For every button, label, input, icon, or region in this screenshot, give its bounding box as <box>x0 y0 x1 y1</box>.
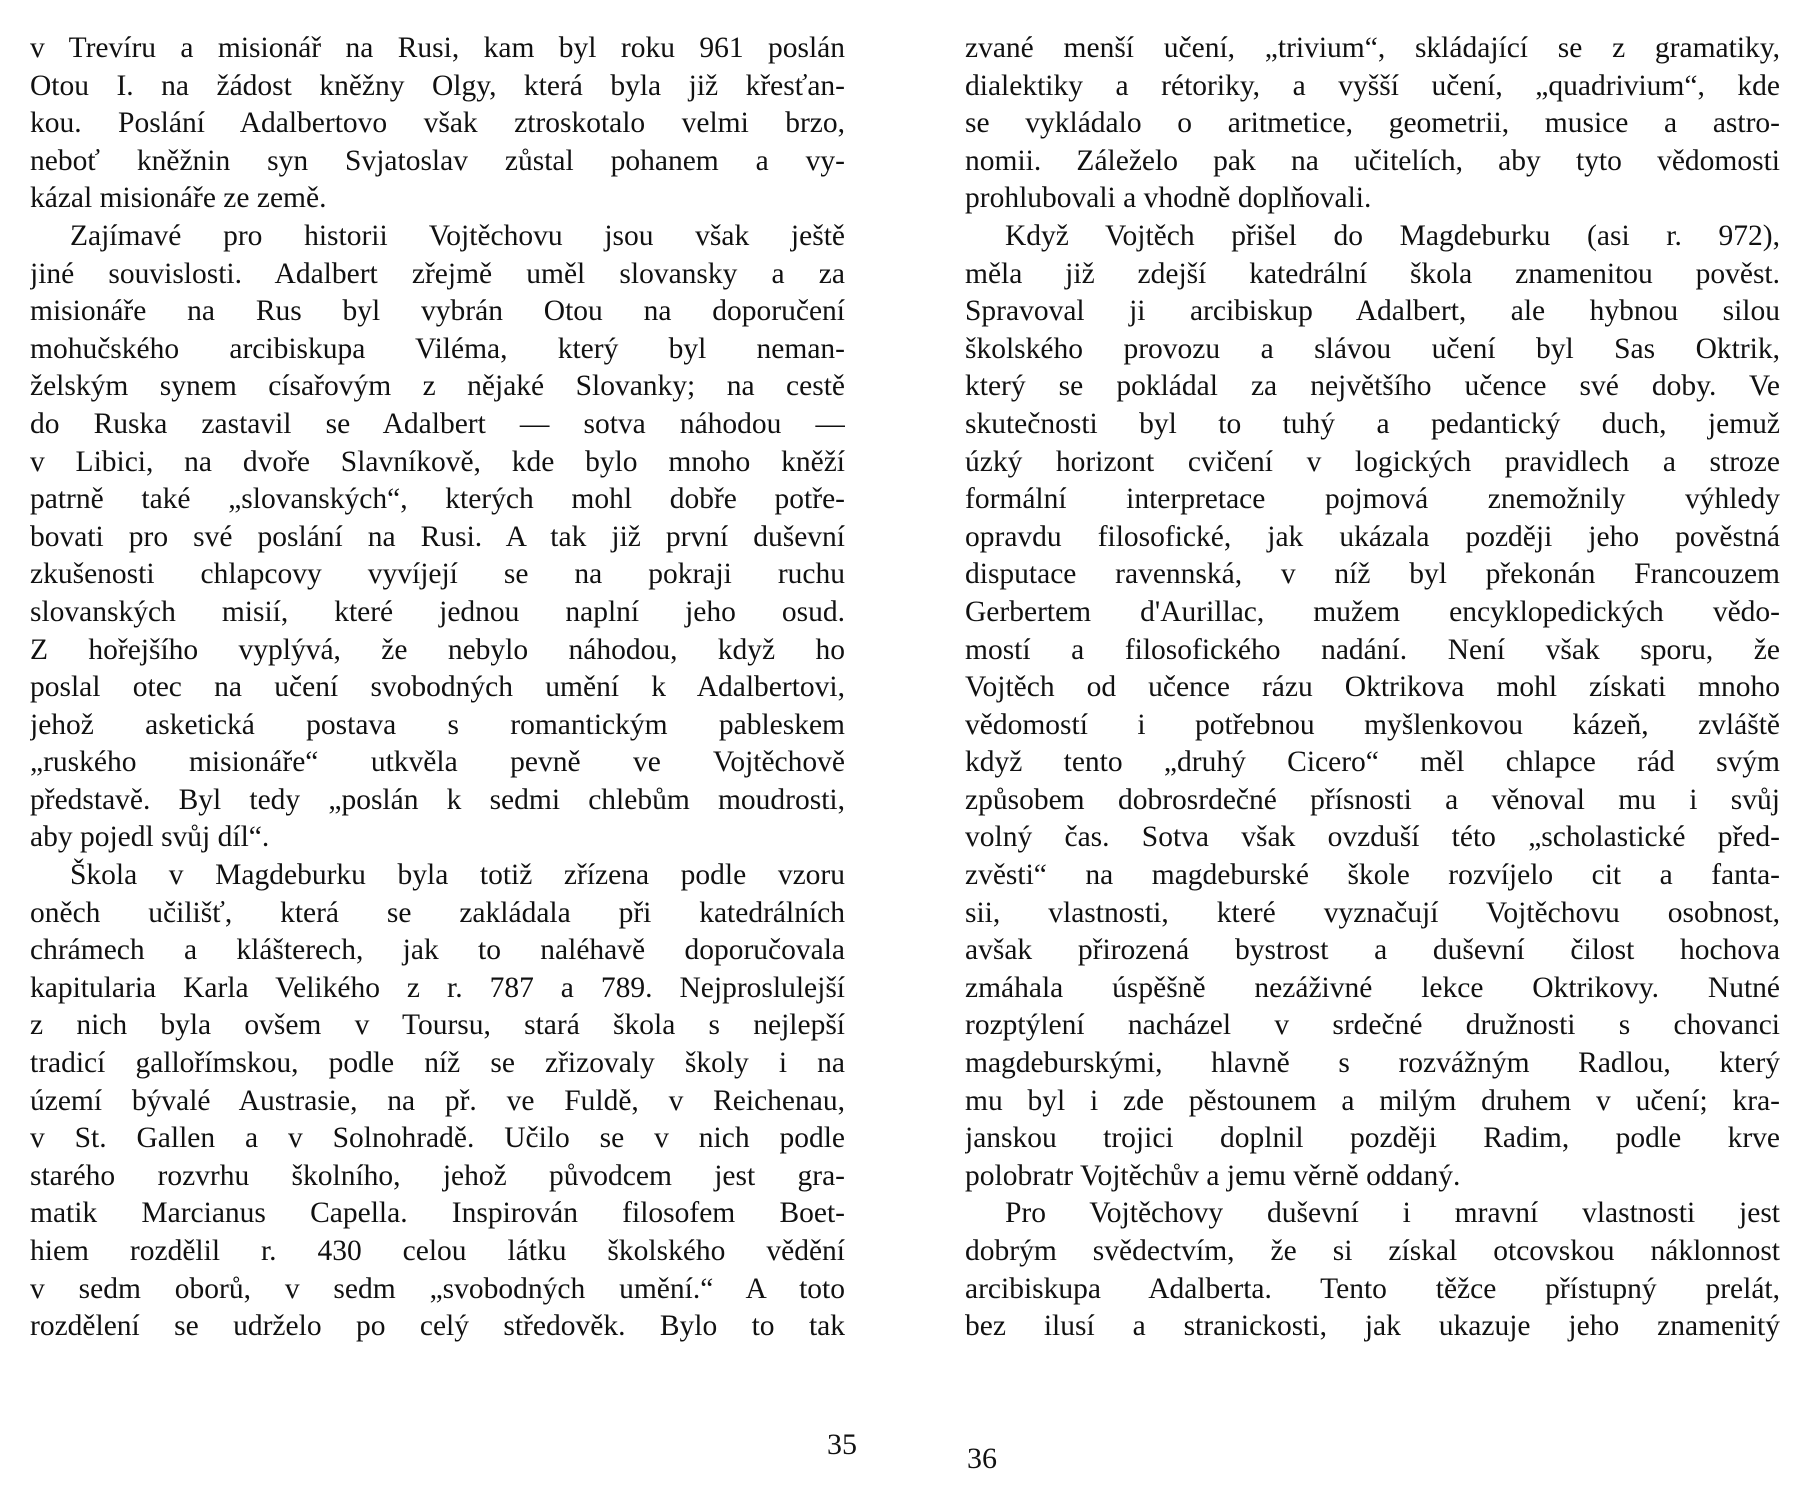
text-line: v Libici, na dvoře Slavníkově, kde bylo mnoho kněží <box>30 445 845 478</box>
text-line: chrámech a klášterech, jak to naléhavě doporučovala <box>30 934 845 967</box>
text-line: jiné souvislosti. Adalbert zřejmě uměl slovansky a za <box>30 257 845 290</box>
text-line: volný čas. Sotva však ovzduší této „scholastické před- <box>965 821 1780 854</box>
text-line: kapitularia Karla Velikého z r. 787 a 789. Nejproslulejší <box>30 971 845 1004</box>
right-page-text <box>965 30 1780 1346</box>
text-line: starého rozvrhu školního, jehož původcem jest gra- <box>30 1159 845 1192</box>
text-line: patrně také „slovanských“, kterých mohl dobře potře- <box>30 483 845 516</box>
left-page-text <box>30 30 845 1346</box>
text-line: matik Marcianus Capella. Inspirován filosofem Boet- <box>30 1197 845 1230</box>
text-line: do Ruska zastavil se Adalbert — sotva náhodou — <box>30 407 845 440</box>
text-line: úzký horizont cvičení v logických pravidlech a stroze <box>965 445 1780 478</box>
right-page-number: 36 <box>967 1442 997 1475</box>
text-line: Spravoval ji arcibiskup Adalbert, ale hybnou silou <box>965 295 1780 328</box>
text-line: mu byl i zde pěstounem a milým druhem v učení; kra- <box>965 1084 1780 1117</box>
text-line: způsobem dobrosrdečné přísnosti a věnoval mu i svůj <box>965 783 1780 816</box>
left-page-number: 35 <box>827 1428 857 1461</box>
text-line: formální interpretace pojmová znemožnily výhledy <box>965 483 1780 516</box>
text-line: zmáhala úspěšně nezáživné lekce Oktrikovy. Nutné <box>965 971 1780 1004</box>
text-line: Škola v Magdeburku byla totiž zřízena podle vzoru <box>70 859 845 892</box>
text-line: mohučského arcibiskupa Viléma, který byl neman- <box>30 332 845 365</box>
text-line: želským synem císařovým z nějaké Slovanky; na cestě <box>30 370 845 403</box>
text-line: měla již zdejší katedrální škola znamenitou pověst. <box>965 257 1780 290</box>
text-line: misionáře na Rus byl vybrán Otou na doporučení <box>30 295 845 328</box>
text-line: bovati pro své poslání na Rusi. A tak již první duševní <box>30 520 845 553</box>
text-line: zvané menší učení, „trivium“, skládající se z gramatiky, <box>965 32 1780 64</box>
text-line: dobrým svědectvím, že si získal otcovskou náklonnost <box>965 1235 1780 1267</box>
text-line: oněch učilišť, která se zakládala při katedrálních <box>30 896 845 929</box>
text-line: neboť kněžnin syn Svjatoslav zůstal pohanem a vy- <box>30 144 845 177</box>
text-line: v Trevíru a misionář na Rusi, kam byl roku 961 poslán <box>30 32 845 64</box>
text-line: se vykládalo o aritmetice, geometrii, musice a astro- <box>965 107 1780 140</box>
text-line: poslal otec na učení svobodných umění k Adalbertovi, <box>30 671 845 704</box>
text-line: představě. Byl tedy „poslán k sedmi chlebům moudrosti, <box>30 783 845 816</box>
text-line: Otou I. na žádost kněžny Olgy, která byla již křesťan- <box>30 69 845 102</box>
text-line: kázal misionáře ze země. <box>30 182 327 215</box>
text-line: prohlubovali a vhodně doplňovali. <box>965 182 1372 215</box>
text-line: v sedm oborů, v sedm „svobodných umění.“ A toto <box>30 1272 845 1305</box>
text-line: polobratr Vojtěchův a jemu věrně oddaný. <box>965 1159 1461 1192</box>
text-line: území bývalé Austrasie, na př. ve Fuldě, v Reichenau, <box>30 1084 845 1117</box>
text-line: skutečnosti byl to tuhý a pedantický duch, jemuž <box>965 407 1780 440</box>
text-line: „ruského misionáře“ utkvěla pevně ve Vojtěchově <box>30 746 845 779</box>
text-line: hiem rozdělil r. 430 celou látku školského vědění <box>30 1235 845 1267</box>
text-line: opravdu filosofické, jak ukázala později jeho pověstná <box>965 520 1780 553</box>
text-line: rozdělení se udrželo po celý středověk. Bylo to tak <box>30 1310 845 1343</box>
text-line: Zajímavé pro historii Vojtěchovu jsou však ještě <box>70 219 845 252</box>
text-line: tradicí gallořímskou, podle níž se zřizovaly školy i na <box>30 1047 845 1080</box>
text-line: dialektiky a rétoriky, a vyšší učení, „quadrivium“, kde <box>965 69 1780 102</box>
text-line: který se pokládal za největšího učence své doby. Ve <box>965 370 1780 403</box>
text-line: Pro Vojtěchovy duševní i mravní vlastnosti jest <box>1005 1197 1780 1230</box>
right-page <box>965 30 1780 1475</box>
text-line: rozptýlení nacházel v srdečné družnosti s chovanci <box>965 1009 1780 1042</box>
left-page <box>30 30 857 1461</box>
text-line: zvěsti“ na magdeburské škole rozvíjelo cit a fanta- <box>965 859 1780 892</box>
text-line: sii, vlastnosti, které vyznačují Vojtěchovu osobnost, <box>965 896 1780 929</box>
text-line: bez ilusí a stranickosti, jak ukazuje jeho znamenitý <box>965 1310 1780 1343</box>
text-line: slovanských misií, které jednou naplní jeho osud. <box>30 595 845 628</box>
text-line: Gerbertem d'Aurillac, mužem encyklopedických vědo- <box>965 595 1780 628</box>
text-line: Vojtěch od učence rázu Oktrikova mohl získati mnoho <box>965 671 1780 704</box>
text-line: školského provozu a slávou učení byl Sas Oktrik, <box>965 332 1780 365</box>
text-line: nomii. Záleželo pak na učitelích, aby tyto vědomosti <box>965 144 1780 177</box>
text-line: avšak přirozená bystrost a duševní čilost hochova <box>965 934 1780 967</box>
text-line: mostí a filosofického nadání. Není však sporu, že <box>965 633 1780 666</box>
text-line: v St. Gallen a v Solnohradě. Učilo se v nich podle <box>30 1122 845 1155</box>
text-line: Z hořejšího vyplývá, že nebylo náhodou, když ho <box>30 633 845 666</box>
text-line: magdeburskými, hlavně s rozvážným Radlou, který <box>965 1047 1780 1080</box>
text-line: jehož asketická postava s romantickým pableskem <box>30 708 845 741</box>
text-line: aby pojedl svůj díl“. <box>30 821 270 854</box>
text-line: vědomostí i potřebnou myšlenkovou kázeň, zvláště <box>965 708 1780 741</box>
text-line: janskou trojici doplnil později Radim, podle krve <box>965 1122 1780 1155</box>
text-line: disputace ravennská, v níž byl překonán Francouzem <box>965 558 1780 591</box>
text-line: Když Vojtěch přišel do Magdeburku (asi r. 972), <box>1005 219 1780 252</box>
text-line: když tento „druhý Cicero“ měl chlapce rád svým <box>965 746 1780 779</box>
text-line: z nich byla ovšem v Toursu, stará škola s nejlepší <box>30 1009 845 1042</box>
text-line: kou. Poslání Adalbertovo však ztroskotalo velmi brzo, <box>30 107 845 140</box>
text-line: arcibiskupa Adalberta. Tento těžce přístupný prelát, <box>965 1272 1780 1305</box>
text-line: zkušenosti chlapcovy vyvíjejí se na pokraji ruchu <box>30 558 845 591</box>
